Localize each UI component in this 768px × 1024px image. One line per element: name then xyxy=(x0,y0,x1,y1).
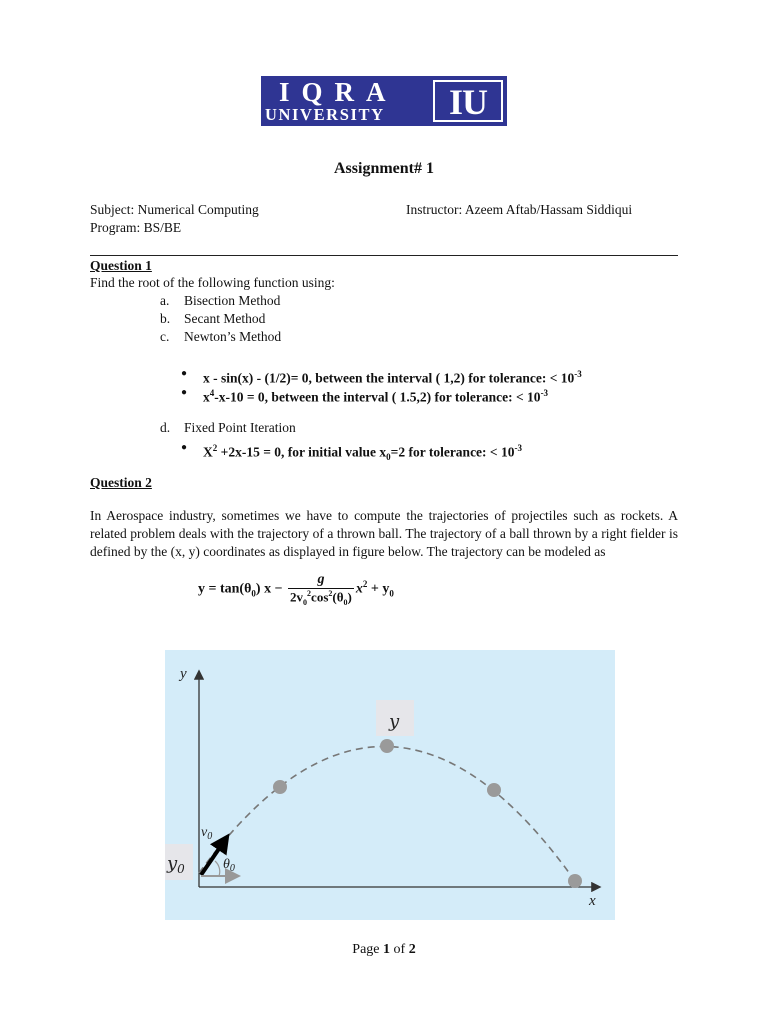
formula-rhs-exp: 2 xyxy=(362,579,368,590)
logo-university-text: UNIVERSITY xyxy=(265,105,385,124)
footer-of: of xyxy=(390,942,409,957)
theta0-label: $\theta_0$ xyxy=(223,857,235,874)
method-d-label: Fixed Point Iteration xyxy=(184,420,296,435)
logo-iqra-text: IQRA xyxy=(279,77,398,107)
function-2-text: -x-10 = 0, between the interval ( 1.5,2) for tolerance: < 10 xyxy=(214,389,541,405)
function-1-text: x - sin(x) - (1/2)= 0, between the interval ( 1,2) for tolerance: < 10 xyxy=(203,370,575,386)
method-c-label: Newton’s Method xyxy=(184,329,282,344)
method-b-letter: b. xyxy=(160,311,171,326)
formula-den-v: 2v xyxy=(290,589,304,605)
apex-label: y xyxy=(389,711,400,732)
method-b-label: Secant Method xyxy=(184,311,266,326)
trajectory-point-1 xyxy=(273,780,287,794)
formula-fraction xyxy=(288,572,354,607)
trajectory-figure xyxy=(165,650,615,920)
formula-lhs-end: ) x − xyxy=(255,581,283,597)
function-2-pre-exp: 4 xyxy=(209,388,215,398)
trajectory-point-apex xyxy=(380,739,394,753)
formula-den-cos: cos xyxy=(311,589,329,605)
trajectory-point-end xyxy=(568,874,582,888)
formula-den-theta-sub: 0 xyxy=(343,597,348,607)
header-divider xyxy=(90,255,678,256)
formula-denominator xyxy=(288,589,354,607)
formula-den-theta: (θ xyxy=(332,589,344,605)
figure-background xyxy=(165,650,615,920)
function-3-sub: 0 xyxy=(386,452,391,463)
function-3-post: =2 for tolerance: < 10 xyxy=(390,444,515,460)
formula-lhs: y = tan(θ xyxy=(198,581,252,597)
formula-den-v-sup: 2 xyxy=(307,589,312,598)
logo-iu-mark: IU xyxy=(433,80,503,122)
page-footer xyxy=(0,942,768,958)
y-axis-label: y xyxy=(180,666,187,682)
assignment-title: Assignment# 1 xyxy=(333,160,434,177)
trajectory-formula xyxy=(198,572,394,607)
function-2-pre: x xyxy=(203,389,210,405)
formula-rhs-plus: + y xyxy=(367,581,390,597)
formula-lhs-sub: 0 xyxy=(251,588,256,599)
formula-rhs-sub: 0 xyxy=(389,588,394,599)
question-2-heading: Question 2 xyxy=(90,475,152,490)
footer-page-number: 1 xyxy=(383,942,391,957)
method-a-label: Bisection Method xyxy=(184,293,281,308)
question-2-paragraph: In Aerospace industry, sometimes we have to compute the trajectories of projectiles such as rockets. A related problem deals with the trajectory of a thrown ball. The trajectory of a ball thrown by a right fielder is defined by the (x, y) coordinates as displayed in figure below. The trajectory can be modeled as xyxy=(90,508,678,559)
function-3-mid: +2x-15 = 0, for initial value x xyxy=(217,444,387,460)
formula-den-close: ) xyxy=(347,589,352,605)
formula-den-v-sub: 0 xyxy=(303,597,308,607)
formula-rhs-x: x xyxy=(355,581,363,597)
function-3-pre-exp: 2 xyxy=(212,443,218,453)
function-1-exp: -3 xyxy=(574,369,582,379)
method-d-letter: d. xyxy=(160,420,171,435)
method-a-letter: a. xyxy=(160,293,170,308)
university-logo xyxy=(261,76,507,126)
method-c-letter: c. xyxy=(160,329,170,344)
instructor-line: Instructor: Azeem Aftab/Hassam Siddiqui xyxy=(406,202,633,217)
formula-numerator: g xyxy=(288,572,354,589)
question-1-heading: Question 1 xyxy=(90,258,152,273)
function-2-item xyxy=(203,384,548,407)
x-axis-label: x xyxy=(589,893,596,909)
subject-line: Subject: Numerical Computing xyxy=(90,202,259,217)
function-3-exp: -3 xyxy=(514,443,522,453)
function-3-item xyxy=(203,439,522,466)
trajectory-point-3 xyxy=(487,783,501,797)
function-2-exp: -3 xyxy=(540,388,549,398)
formula-den-cos-sup: 2 xyxy=(328,589,333,598)
question-1-intro: Find the root of the following function using: xyxy=(90,275,335,290)
y0-label: $y_0$ xyxy=(167,853,185,876)
v0-label: $v_0$ xyxy=(201,825,213,842)
program-line: Program: BS/BE xyxy=(90,220,182,235)
footer-prefix: Page xyxy=(352,942,384,957)
footer-page-total: 2 xyxy=(408,942,416,957)
function-3-pre: X xyxy=(203,444,213,460)
